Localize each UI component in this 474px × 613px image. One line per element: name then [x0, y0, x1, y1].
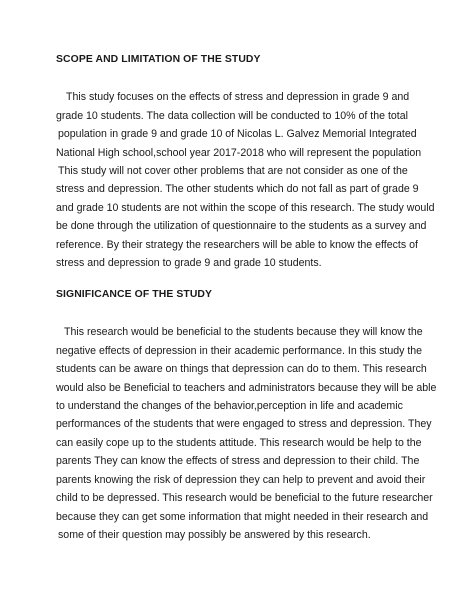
- paragraph-line: parents They can know the effects of stress and depression to their child. The: [56, 455, 420, 467]
- paragraph-line: would also be Beneficial to teachers and administrators because they will be able: [56, 382, 437, 394]
- paragraph-line: National High school,school year 2017-2018 who will represent the population: [56, 147, 422, 159]
- paragraph-line: can easily cope up to the students attitude. This research would be help to the: [56, 437, 422, 449]
- paragraph-line: This study focuses on the effects of stress and depression in grade 9 and: [66, 91, 410, 103]
- paragraph-line: parents knowing the risk of depression they can help to prevent and avoid their: [56, 474, 426, 486]
- paragraph-line: and grade 10 students are not within the scope of this research. The study would: [56, 202, 435, 214]
- paragraph-line: to understand the changes of the behavior,perception in life and academic: [56, 400, 403, 412]
- paragraph-line: grade 10 students. The data collection will be conducted to 10% of the total: [56, 110, 408, 122]
- paragraph-line: This study will not cover other problems that are not consider as one of the: [58, 165, 408, 177]
- paragraph-line: negative effects of depression in their academic performance. In this study the: [56, 345, 423, 357]
- paragraph-line: some of their question may possibly be answered by this research.: [58, 529, 371, 541]
- paragraph-line: be done through the utilization of questionnaire to the students as a survey and: [56, 220, 427, 232]
- paragraph-line: child to be depressed. This research would be beneficial to the future researcher: [56, 492, 433, 504]
- paragraph-line: stress and depression. The other students which do not fall as part of grade 9: [56, 183, 419, 195]
- paragraph-line: performances of the students that were engaged to stress and depression. They: [56, 418, 432, 430]
- section-heading-significance: SIGNIFICANCE OF THE STUDY: [56, 289, 213, 300]
- paragraph-line: population in grade 9 and grade 10 of Nicolas L. Galvez Memorial Integrated: [58, 128, 417, 140]
- paragraph-line: because they can get some information that might needed in their research and: [56, 511, 429, 523]
- section-heading-scope: SCOPE AND LIMITATION OF THE STUDY: [56, 54, 261, 65]
- paragraph-line: This research would be beneficial to the students because they will know the: [64, 326, 423, 338]
- paragraph-line: students can be aware on things that depression can do to them. This research: [56, 363, 427, 375]
- paragraph-line: stress and depression to grade 9 and grade 10 students.: [56, 257, 322, 269]
- paragraph-line: reference. By their strategy the researchers will be able to know the effects of: [56, 239, 418, 251]
